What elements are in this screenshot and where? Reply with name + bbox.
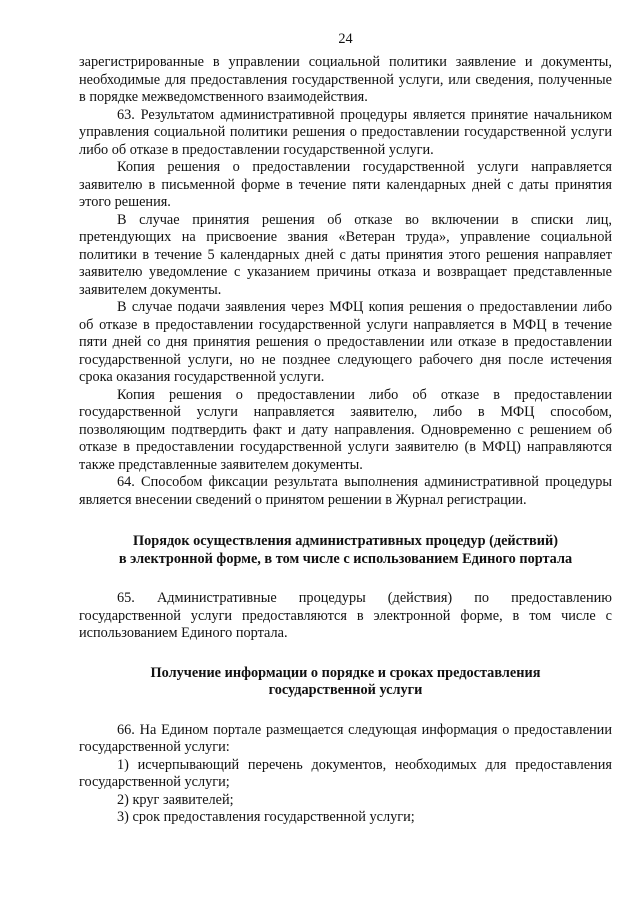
paragraph-64: 64. Способом фиксации результата выполнения административной процедуры является внесении сведений о принятом решении в Журнал регистрации.: [79, 474, 612, 508]
paragraph-63-copy: Копия решения о предоставлении государственной услуги направляется заявителю в письменной форме в течение пяти календарных дней с даты принятия этого решения.: [79, 159, 612, 210]
section-heading-line: Получение информации о порядке и сроках предоставления: [150, 664, 541, 681]
paragraph-63: 63. Результатом административной процедуры является принятие начальником управления социальной политики решения о предоставлении государственной услуги либо об отказе в предоставлении государственной услуги.: [79, 106, 612, 158]
paragraph-63-copy-2: Копия решения о предоставлении либо об отказе в предоставлении государственной услуги направляется заявителю, либо в МФЦ способом, позволяющим подтвердить факт и дату направления. Одновременно с решением об отказе в предоставлении государственной услуги заявителю (в МФЦ) направляются также представленные заявителем документы.: [79, 386, 612, 473]
page-number: 24: [338, 31, 353, 47]
section-heading-line: в электронной форме, в том числе с использованием Единого портала: [118, 550, 573, 567]
paragraph-65: 65. Административные процедуры (действия) по предоставлению государственной услуги предоставляются в электронной форме, в том числе с использованием Единого портала.: [79, 590, 612, 641]
list-item: 1) исчерпывающий перечень документов, необходимых для предоставления государственной услуги;: [79, 756, 612, 790]
list-item: 2) круг заявителей;: [117, 791, 234, 808]
section-heading-information: [79, 665, 612, 700]
section-heading-line: государственной услуги: [268, 682, 423, 698]
paragraph-66: 66. На Едином портале размещается следующая информация о предоставлении государственной услуги:: [79, 721, 612, 755]
section-heading-electronic: [79, 533, 612, 568]
list-item: 3) срок предоставления государственной услуги;: [117, 809, 415, 825]
section-heading-line: Порядок осуществления административных процедур (действий): [133, 533, 558, 549]
paragraph-63-refusal: В случае принятия решения об отказе во включении в списки лиц, претендующих на присвоение звания «Ветеран труда», управление социальной политики в течение 5 календарных дней с даты принятия этого решения направляет заявителю уведомление с указанием причины отказа и возвращает представленные заявителем документы.: [79, 211, 612, 298]
document-page: [79, 30, 612, 827]
paragraph-63-mfc: В случае подачи заявления через МФЦ копия решения о предоставлении либо об отказе в предоставлении государственной услуги направляется в МФЦ в течение пяти дней со дня принятия решения о предоставлении или отказе в предоставлении государственной услуги, но не позднее следующего рабочего дня после истечения срока оказания государственной услуги.: [79, 299, 612, 385]
paragraph-continuation: зарегистрированные в управлении социальной политики заявление и документы, необходимые для предоставления государственной услуги, или сведения, полученные в порядке межведомственного взаимодействия.: [79, 54, 612, 105]
